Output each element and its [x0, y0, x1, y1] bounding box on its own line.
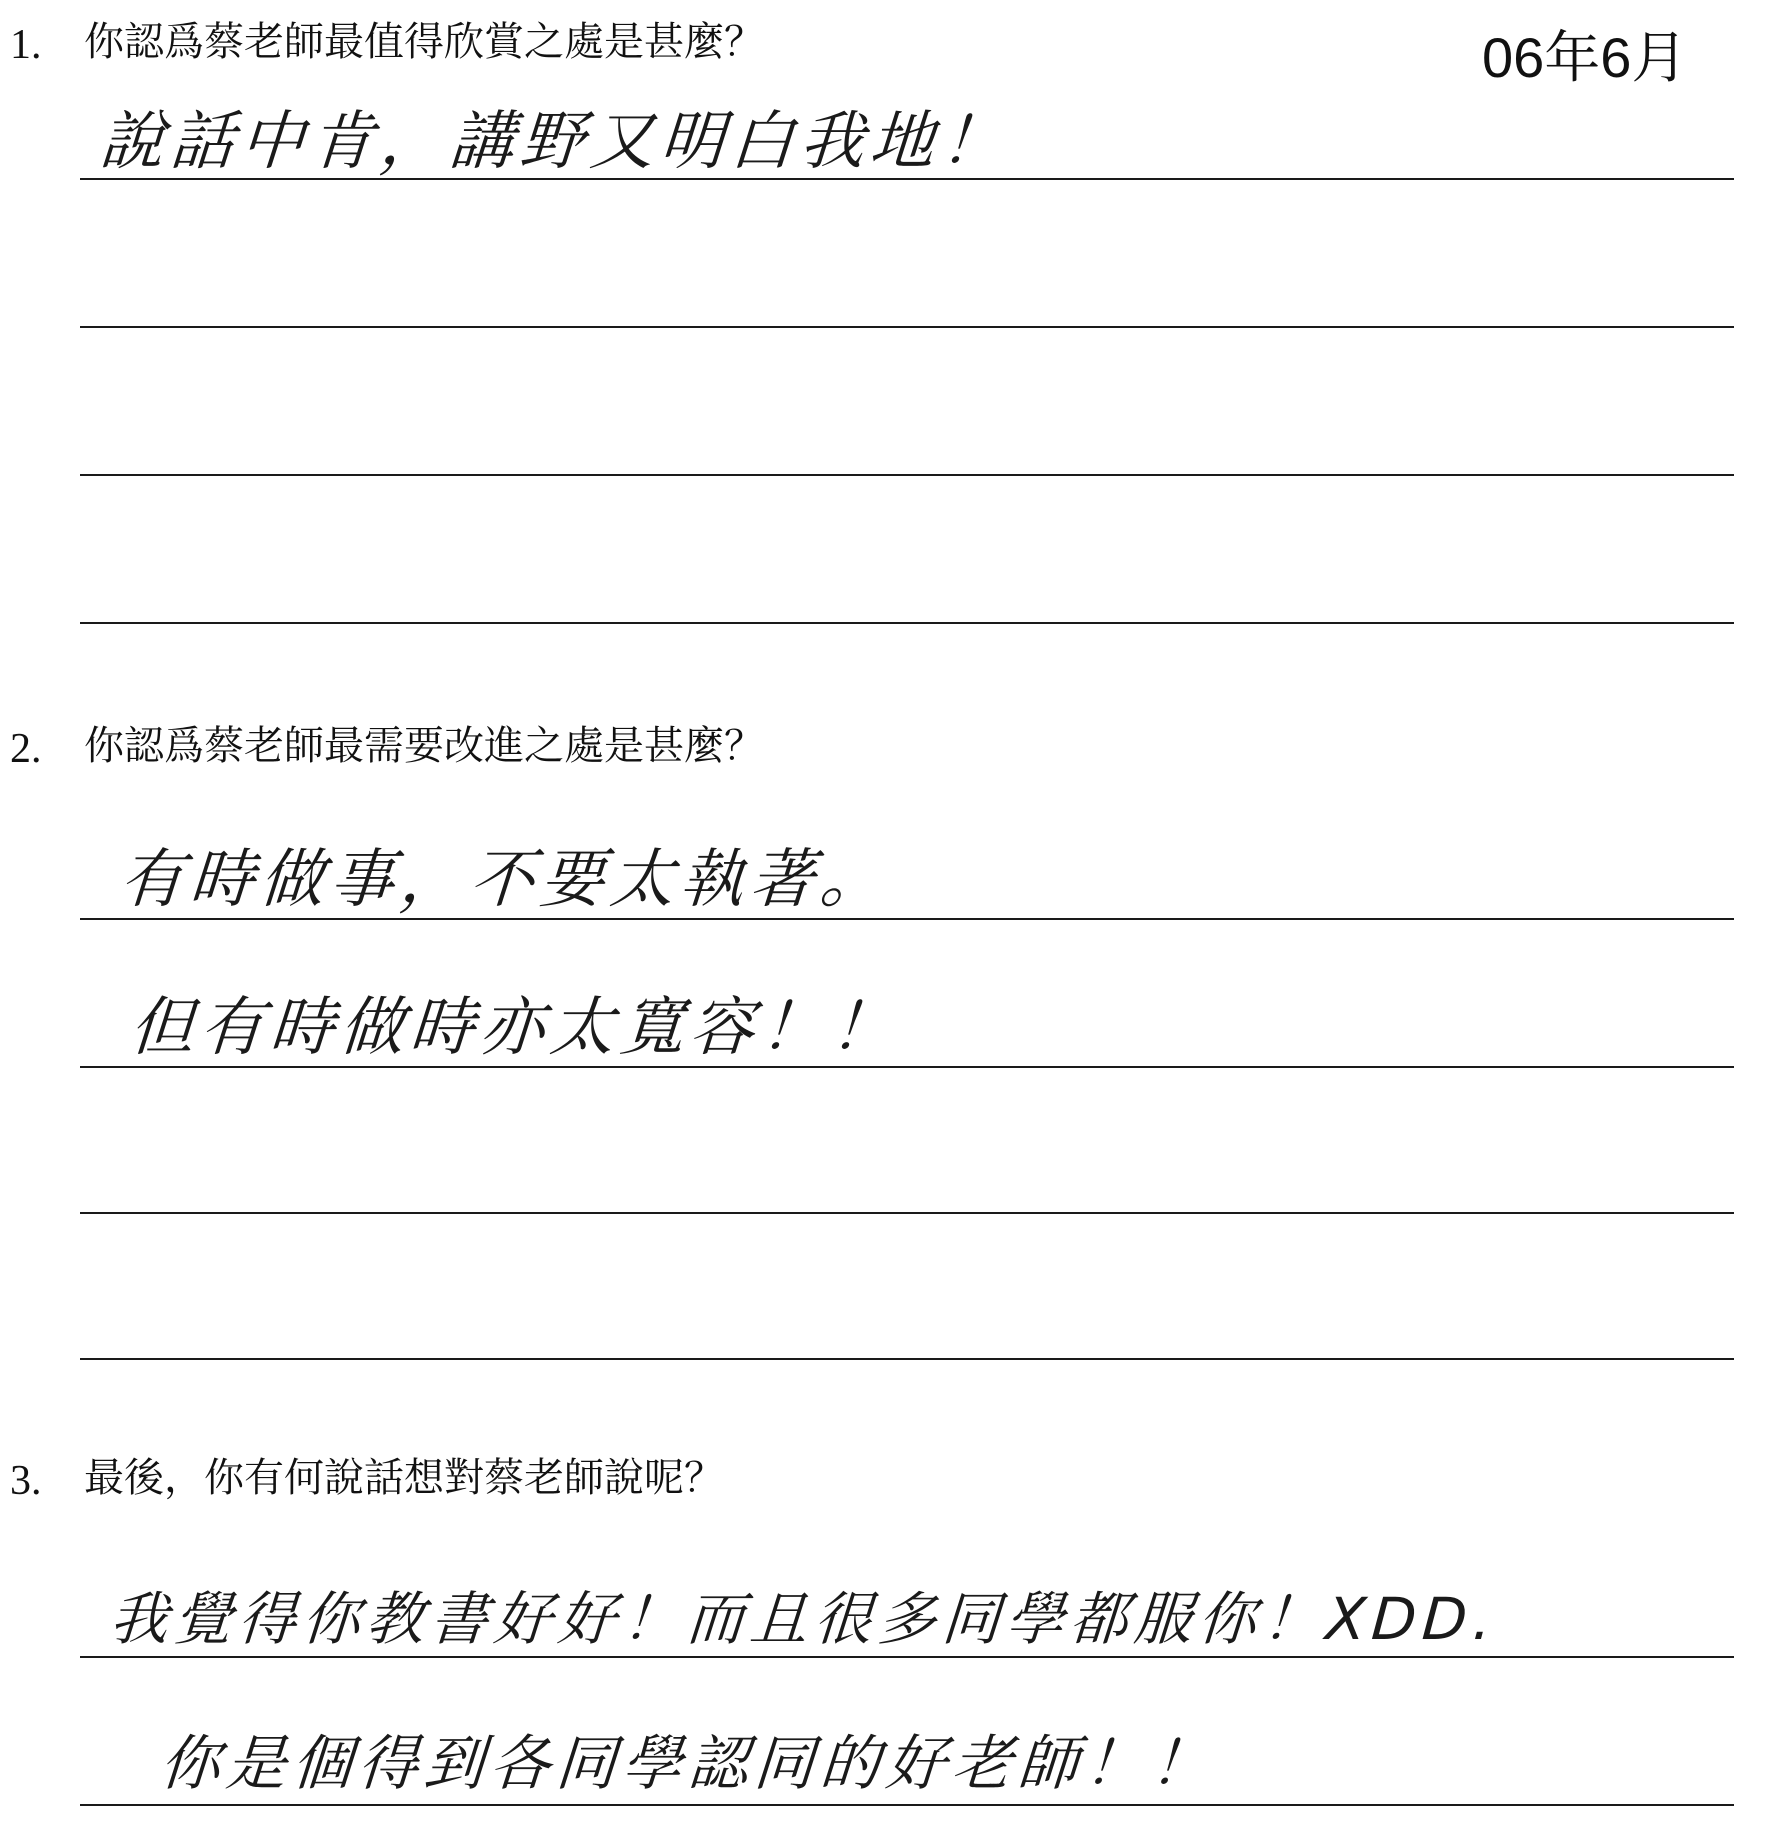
date-label: 06年6月 — [1482, 26, 1688, 89]
question-2-number: 2. — [10, 726, 42, 772]
question-2-text: 你認爲蔡老師最需要改進之處是甚麼？ — [84, 723, 764, 769]
question-1-text: 你認爲蔡老師最值得欣賞之處是甚麼？ — [84, 19, 764, 65]
answer-rule — [80, 1066, 1734, 1068]
answer-rule — [80, 1656, 1734, 1658]
answer-rule — [80, 918, 1734, 920]
answer-rule — [80, 622, 1734, 624]
question-1-answer-line-1: 說話中肯，講野又明白我地！ — [97, 105, 1013, 179]
question-1-number: 1. — [10, 22, 42, 68]
answer-rule — [80, 1804, 1734, 1806]
answer-rule — [80, 1212, 1734, 1214]
answer-rule — [80, 1358, 1734, 1360]
question-3-answer-line-2: 你是個得到各同學認同的好老師！！ — [157, 1729, 1219, 1799]
question-2-answer-line-2: 但有時做時亦太寬容！！ — [127, 991, 903, 1065]
question-3-text: 最後，你有何說話想對蔡老師說呢？ — [84, 1455, 724, 1501]
question-3-answer-line-1: 我覺得你教書好好！而且很多同學都服你！XDD. — [107, 1585, 1500, 1653]
answer-rule — [80, 474, 1734, 476]
question-2-answer-line-1: 有時做事，不要太執著。 — [117, 843, 893, 917]
answer-rule — [80, 326, 1734, 328]
answer-rule — [80, 178, 1734, 180]
question-3-number: 3. — [10, 1458, 42, 1504]
